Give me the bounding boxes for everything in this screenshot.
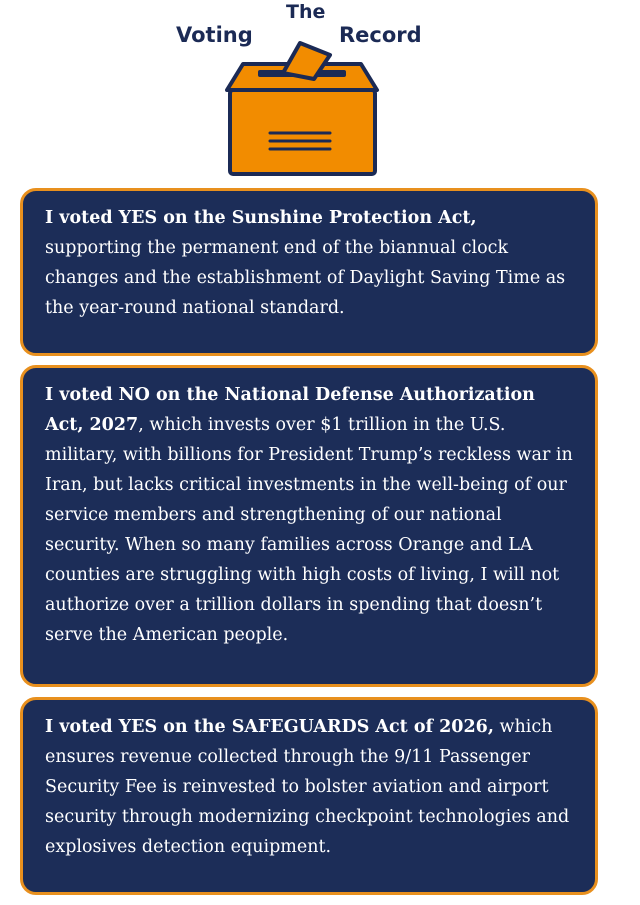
vote-card-sunshine-protection-act <box>20 188 598 356</box>
vote-card-safeguards-act-2026 <box>20 697 598 895</box>
logo-header <box>0 0 640 185</box>
vote-card-text <box>45 712 573 862</box>
ballot-box-icon <box>0 0 640 185</box>
vote-card-ndaa-2027 <box>20 365 598 687</box>
vote-card-lead: I voted YES on the Sunshine Protection Act, <box>45 208 477 228</box>
vote-card-lead: I voted YES on the SAFEGUARDS Act of 2026, <box>45 717 494 737</box>
vote-card-body: , which invests over $1 trillion in the U.S. military, with billions for President Trump’s reckless war in Iran, but lacks critical investments in the well-being of our service members and strengthening of our national security. When so many families across Orange and LA counties are struggling with high costs of living, I will not authorize over a trillion dollars in spending that doesn’t serve the American people. <box>45 415 573 645</box>
logo-voting-text: Voting <box>176 23 253 47</box>
vote-card-text <box>45 380 573 650</box>
vote-card-lead: I voted NO on the National Defense Authorization Act, 2027 <box>45 385 535 435</box>
vote-card-body: supporting the permanent end of the biannual clock changes and the establishment of Daylight Saving Time as the year-round national standard. <box>45 238 566 318</box>
logo-record-text: Record <box>339 23 422 47</box>
logo-the-text: The <box>286 1 326 23</box>
vote-card-text <box>45 203 573 323</box>
vote-card-body: which ensures revenue collected through the 9/11 Passenger Security Fee is reinvested to bolster aviation and airport security through modernizing checkpoint technologies and explosives detection equipment. <box>45 717 570 857</box>
